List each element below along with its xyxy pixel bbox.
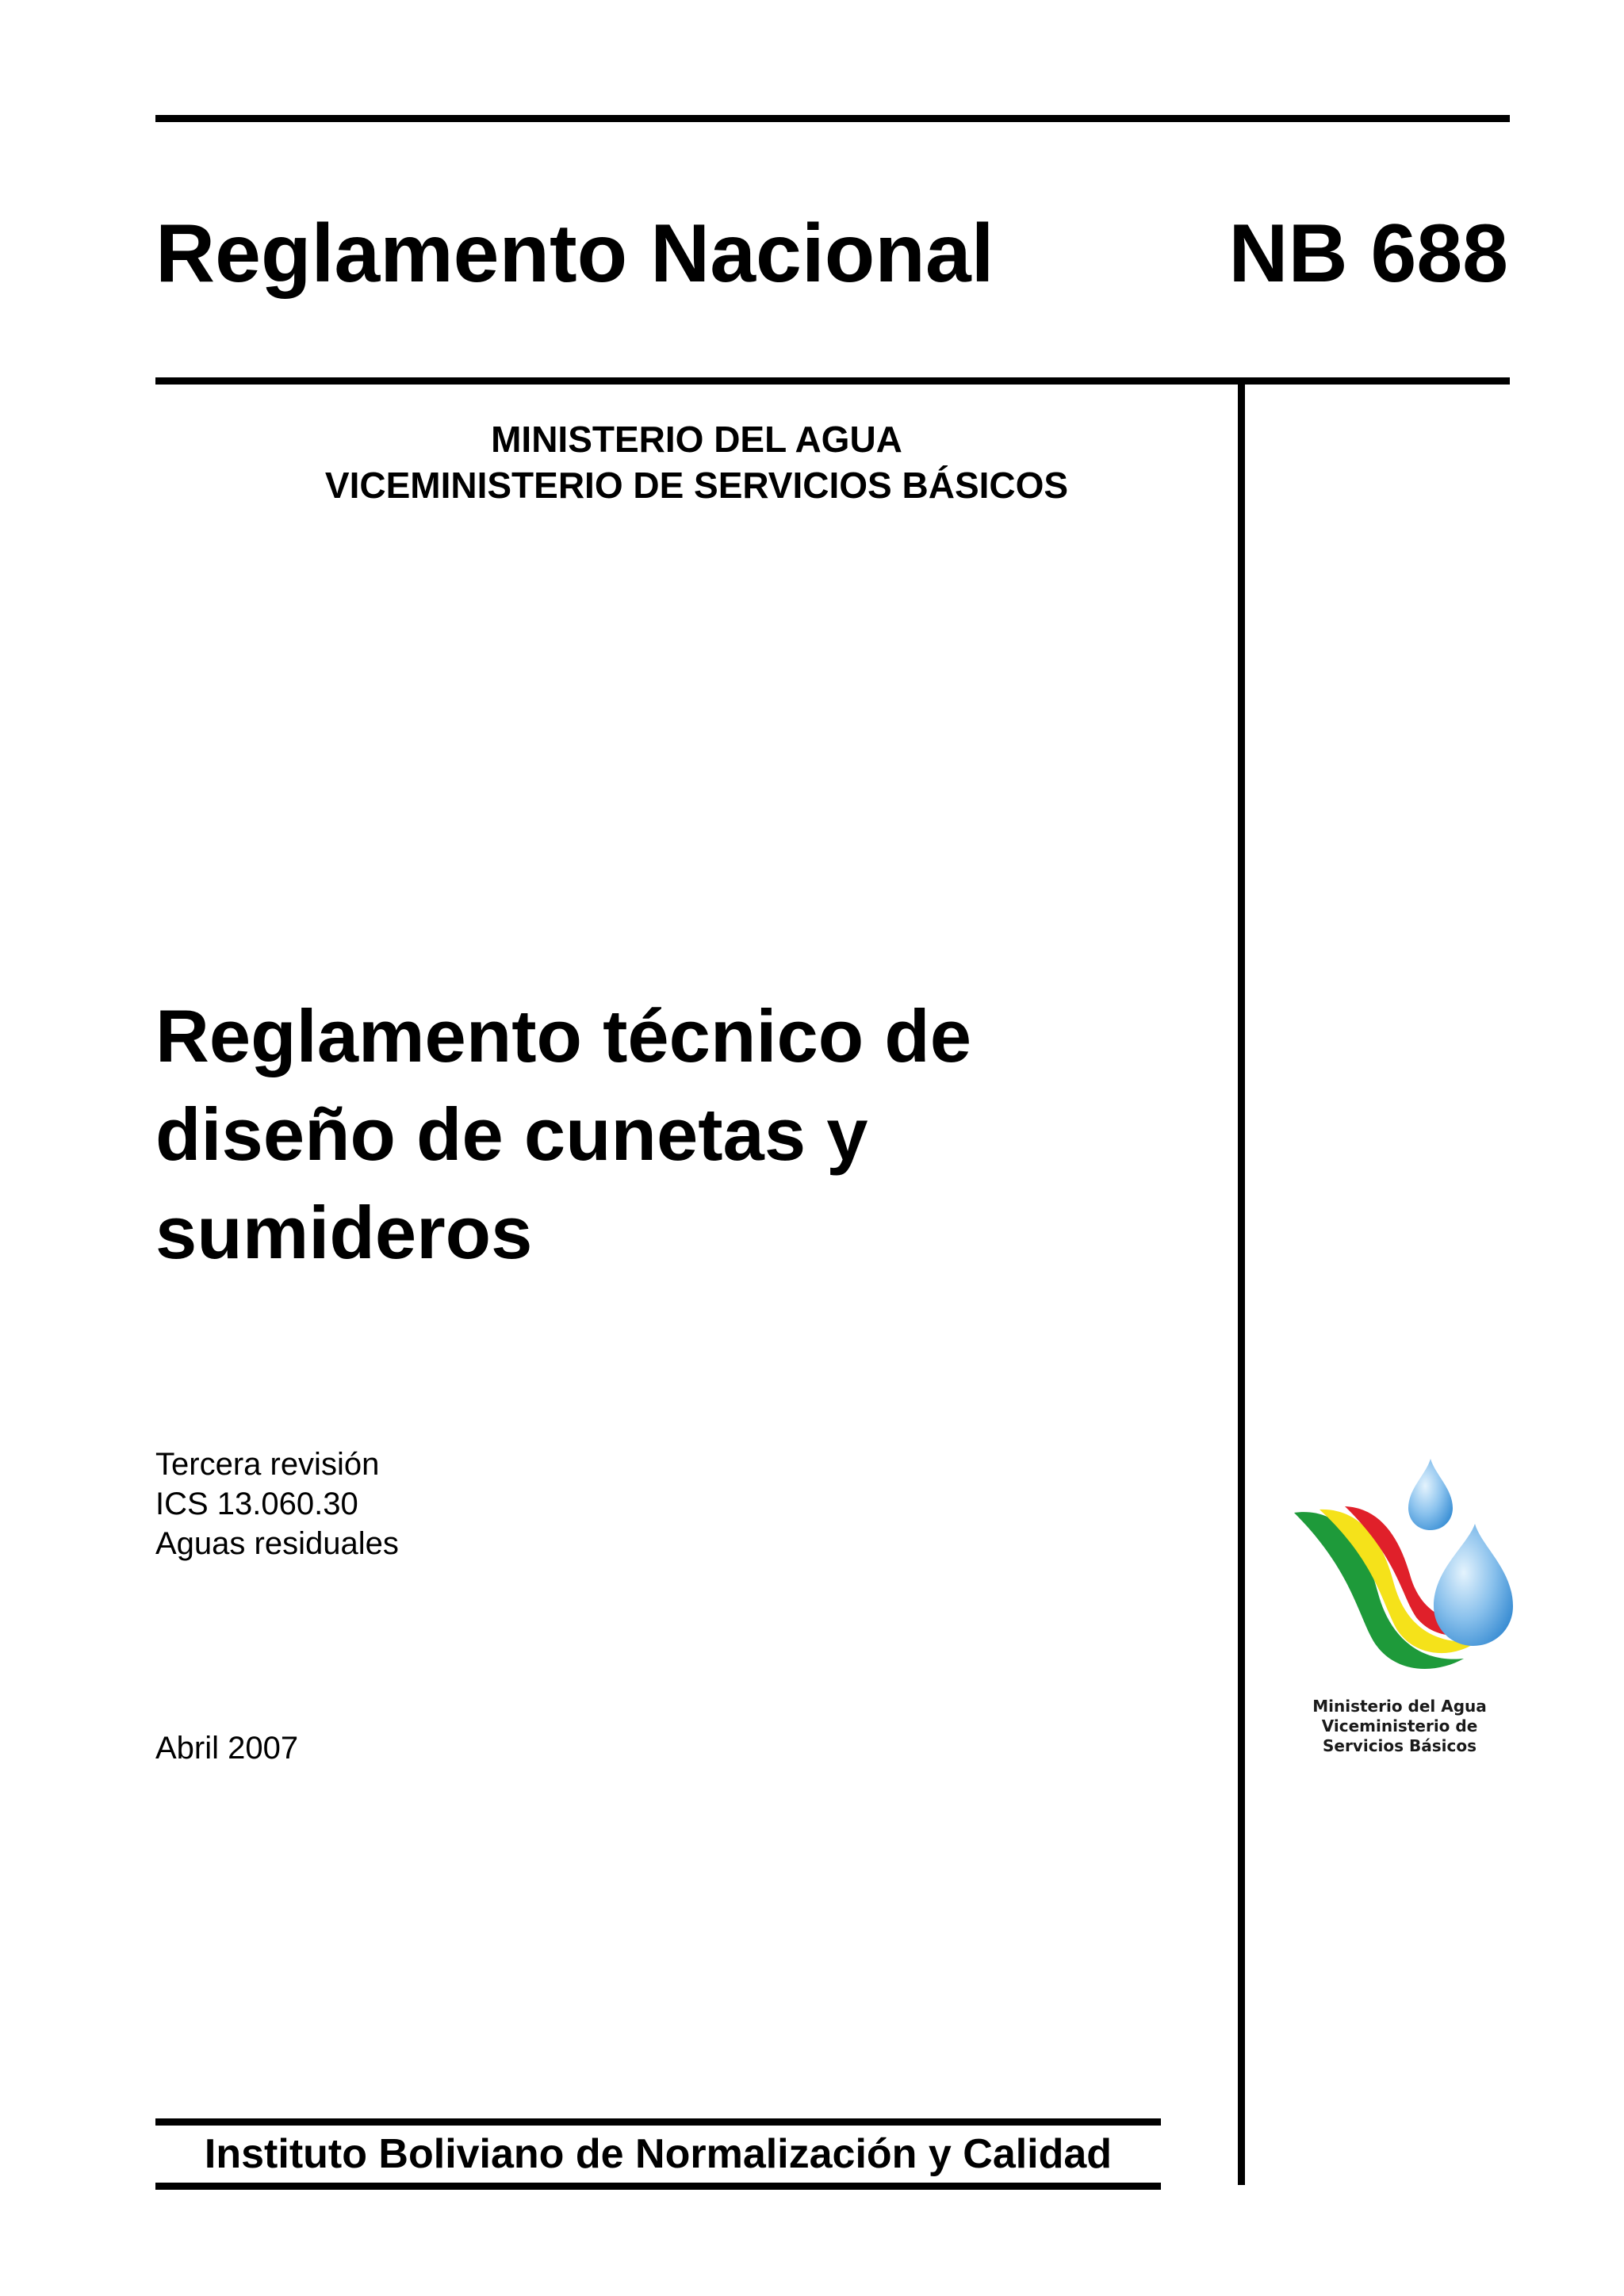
ministry-heading: [155, 416, 1238, 508]
ministry-name: MINISTERIO DEL AGUA: [491, 419, 902, 460]
institution-name: Instituto Boliviano de Normalización y Calidad: [204, 2131, 1113, 2177]
category-label: Aguas residuales: [155, 1526, 399, 1561]
document-title-line: sumideros: [155, 1191, 533, 1274]
logo-caption: [1269, 1697, 1530, 1756]
revision-label: Tercera revisión: [155, 1447, 380, 1482]
top-rule: [155, 115, 1510, 122]
header-bottom-rule: [155, 377, 1510, 385]
logo-caption-line: Viceministerio de: [1321, 1716, 1478, 1735]
viceministry-name: VICEMINISTERIO DE SERVICIOS BÁSICOS: [324, 465, 1069, 506]
footer-bottom-rule: [155, 2183, 1161, 2190]
document-title: [155, 987, 1210, 1282]
document-metadata: [155, 1445, 399, 1563]
publication-date: Abril 2007: [155, 1731, 299, 1766]
logo-caption-line: Ministerio del Agua: [1312, 1697, 1487, 1716]
document-title-line: Reglamento técnico de: [155, 994, 971, 1077]
header-title: Reglamento Nacional: [155, 208, 994, 300]
ics-code: ICS 13.060.30: [155, 1487, 358, 1521]
logo-caption-line: Servicios Básicos: [1322, 1736, 1477, 1755]
standard-code: NB 688: [1228, 208, 1508, 300]
vertical-rule: [1238, 377, 1245, 2185]
document-title-line: diseño de cunetas y: [155, 1093, 868, 1176]
footer-top-rule: [155, 2118, 1161, 2126]
water-drops-flag-icon: [1285, 1451, 1515, 1689]
